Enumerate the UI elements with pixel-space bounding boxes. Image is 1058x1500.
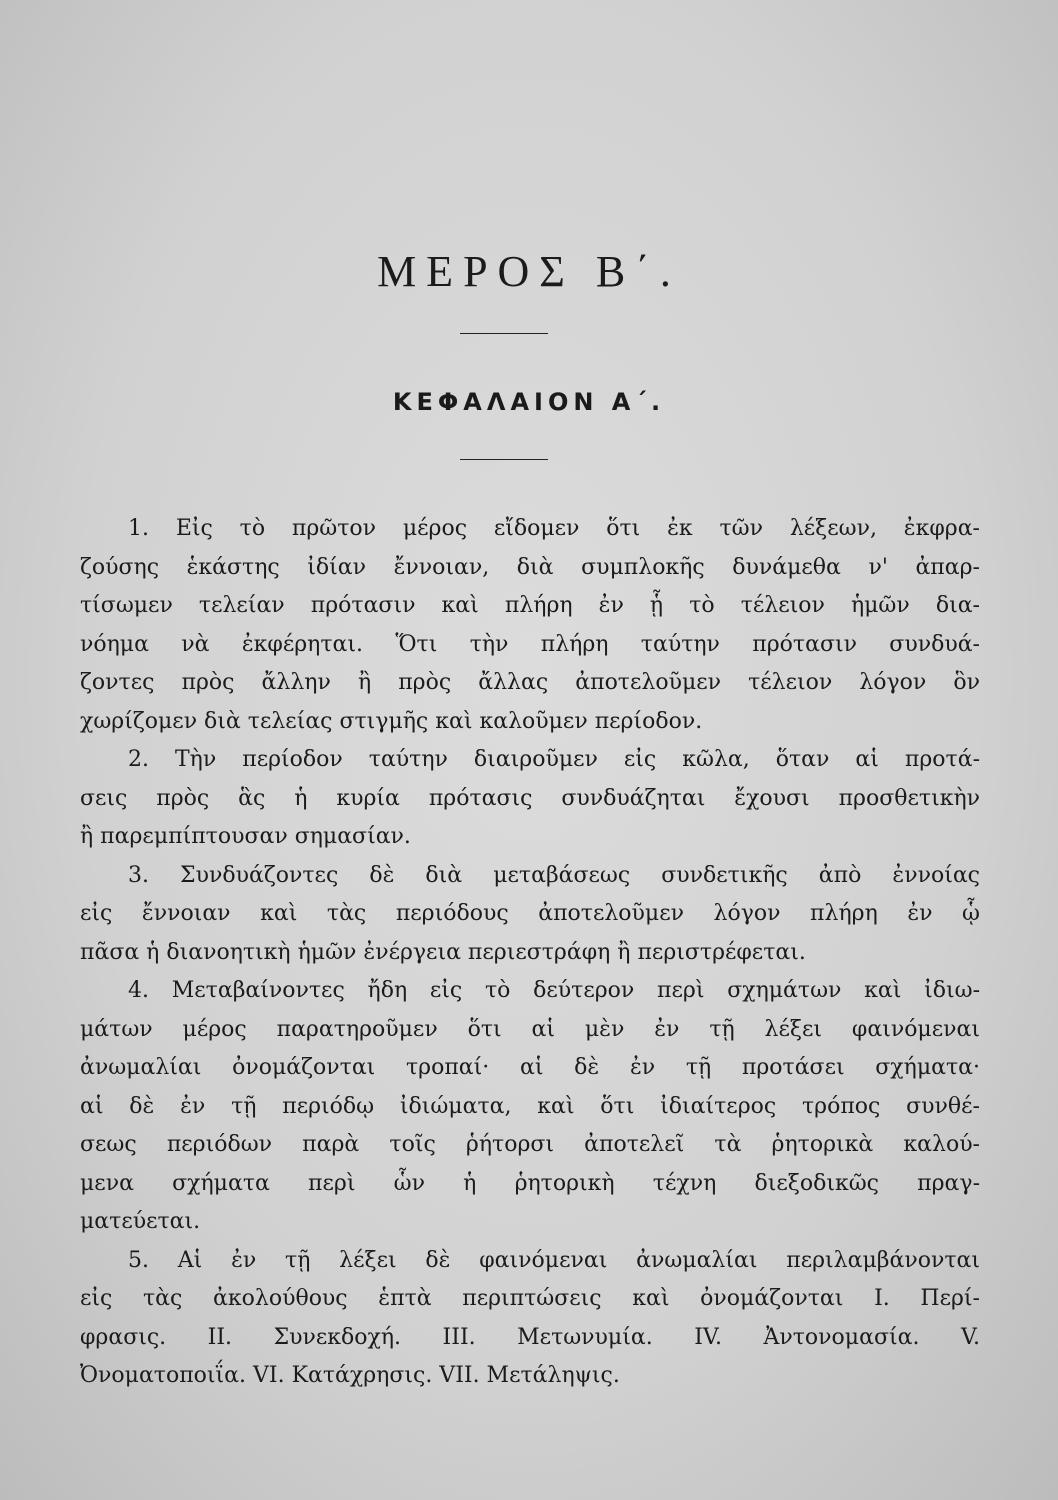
text-line: πᾶσα ἡ διανοητικὴ ἡμῶν ἐνέργεια περιεστράφη ἢ περιστρέφεται. bbox=[80, 939, 806, 965]
text-line: φρασις. II. Συνεκδοχή. III. Μετωνυμία. IV. Ἀντονομασία. V. bbox=[80, 1324, 980, 1350]
text-line: ματεύεται. bbox=[80, 1209, 201, 1234]
text-line: εἰς ἔννοιαν καὶ τὰς περιόδους ἀποτελοῦμεν λόγον πλήρη ἐν ᾧ bbox=[80, 901, 980, 926]
text-line: εἰς τὰς ἀκολούθους ἑπτὰ περιπτώσεις καὶ ὀνομάζονται Ι. Περί- bbox=[80, 1286, 980, 1311]
title-divider bbox=[460, 333, 548, 334]
text-line: νόημα νὰ ἐκφέρηται. Ὅτι τὴν πλήρη ταύτην πρότασιν συνδυά- bbox=[80, 631, 980, 657]
text-line: σεως περιόδων παρὰ τοῖς ῥήτορσι ἀποτελεῖ τὰ ῥητορικὰ καλού- bbox=[80, 1132, 980, 1157]
text-line: ἢ παρεμπίπτουσαν σημασίαν. bbox=[80, 824, 411, 849]
text-line: ζούσης ἑκάστης ἰδίαν ἔννοιαν, διὰ συμπλοκῆς δυνάμεθα ν' ἀπαρ- bbox=[80, 554, 980, 580]
chapter-divider bbox=[460, 459, 548, 460]
part-title: ΜΕΡΟΣ Β΄. bbox=[377, 247, 681, 296]
text-line: ἀνωμαλίαι ὀνομάζονται τροπαί· αἱ δὲ ἐν τῇ προτάσει σχήματα· bbox=[80, 1055, 980, 1080]
text-line: 1. Εἰς τὸ πρῶτον μέρος εἴδομεν ὅτι ἐκ τῶν λέξεων, ἐκφρα- bbox=[128, 516, 980, 541]
text-line: αἱ δὲ ἐν τῇ περιόδῳ ἰδιώματα, καὶ ὅτι ἰδιαίτερος τρόπος συνθέ- bbox=[80, 1093, 980, 1119]
text-line: σεις πρὸς ἃς ἡ κυρία πρότασις συνδυάζηται ἔχουσι προσθετικὴν bbox=[80, 785, 980, 811]
text-line: 4. Μεταβαίνοντες ἤδη εἰς τὸ δεύτερον περὶ σχημάτων καὶ ἰδιω- bbox=[128, 978, 980, 1003]
text-line: 5. Αἱ ἐν τῇ λέξει δὲ φαινόμεναι ἀνωμαλίαι περιλαμβάνονται bbox=[128, 1247, 980, 1273]
text-line: ζοντες πρὸς ἄλλην ἢ πρὸς ἄλλας ἀποτελοῦμεν τέλειον λόγον ὃν bbox=[80, 670, 980, 695]
text-line: 2. Τὴν περίοδον ταύτην διαιροῦμεν εἰς κῶλα, ὅταν αἱ προτά- bbox=[128, 747, 980, 772]
text-line: 3. Συνδυάζοντες δὲ διὰ μεταβάσεως συνδετικῆς ἀπὸ ἐννοίας bbox=[128, 862, 980, 888]
chapter-title: ΚΕΦΑΛΑΙΟΝ Α΄. bbox=[392, 388, 666, 416]
text-line: χωρίζομεν διὰ τελείας στιγμῆς καὶ καλοῦμεν περίοδον. bbox=[80, 708, 703, 734]
body-text bbox=[80, 510, 980, 1396]
text-line: τίσωμεν τελείαν πρότασιν καὶ πλήρη ἐν ᾗ τὸ τέλειον ἡμῶν δια- bbox=[80, 593, 980, 618]
text-line: μενα σχήματα περὶ ὧν ἡ ῥητορικὴ τέχνη διεξοδικῶς πραγ- bbox=[80, 1170, 980, 1196]
text-line: Ὀνοματοποιΐα. VI. Κατάχρησις. VII. Μετάληψις. bbox=[80, 1363, 620, 1388]
text-line: μάτων μέρος παρατηροῦμεν ὅτι αἱ μὲν ἐν τῇ λέξει φαινόμεναι bbox=[80, 1016, 980, 1042]
